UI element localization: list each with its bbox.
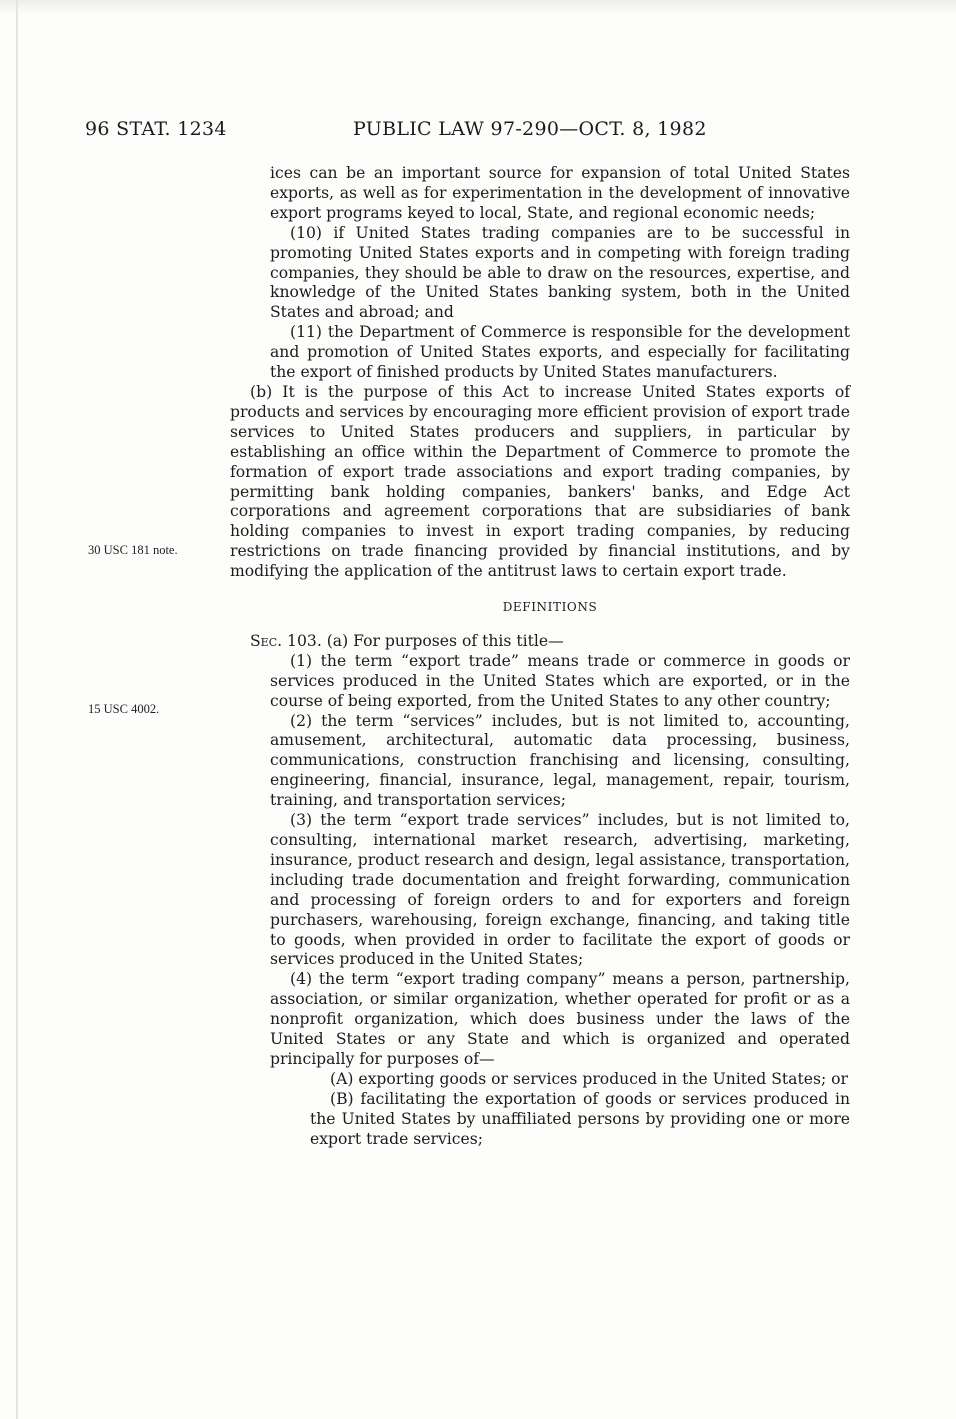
definition-4-a: (A) exporting goods or services produced in the United States; or [330, 1069, 849, 1088]
scan-edge [16, 0, 18, 1419]
margin-citation-15-usc: 15 USC 4002. [88, 702, 160, 716]
statute-page-number: 96 STAT. 1234 [85, 118, 227, 140]
paragraph-continuation: ices can be an important source for expansion of total United States exports, as well as for experimentation in the development of innovative export programs keyed to local, State, and regional economic needs; [270, 164, 850, 222]
section-label: Sec. [250, 631, 283, 650]
scan-shadow [0, 0, 956, 14]
definition-1: (1) the term “export trade” means trade or commerce in goods or services produced in the United States which are exported, or in the course of being exported, from the United States to any other country; [270, 651, 850, 710]
definition-4: (4) the term “export trading company” means a person, partnership, association, or similar organization, whether operated for profit or as a nonprofit organization, which does business under the laws of the United States or any State and which is organized and operated principally for purposes of— [270, 970, 850, 1068]
finding-10: (10) if United States trading companies are to be successful in promoting United States exports and in competing with foreign trading companies, they should be able to draw on the resources, expertise, and knowledge of the United States banking system, both in the United States and abroad; and [270, 223, 850, 322]
purpose-paragraph-b: (b) It is the purpose of this Act to increase United States exports of products and services by encouraging more efficient provision of export trade services to United States producers and suppliers, in particular by establishing an office within the Department of Commerce to promote the formation of export trade associations and export trading companies, by permitting bank holding companies, bankers' banks, and Edge Act corporations and agreement corporations that are subsidiaries of bank holding companies to invest in export trading companies, by reducing restrictions on trade financing provided by financial institutions, and by modifying the application of the antitrust laws to certain export trade. [230, 382, 850, 581]
section-103-text: 103. (a) For purposes of this title— [282, 631, 564, 650]
margin-citation-30-usc: 30 USC 181 note. [88, 543, 178, 557]
page-header [85, 118, 855, 148]
section-heading-definitions: DEFINITIONS [502, 600, 598, 615]
section-103-intro [230, 632, 850, 652]
finding-11: (11) the Department of Commerce is responsible for the development and promotion of United States exports, and especially for facilitating the export of finished products by United States manufacturers. [270, 323, 850, 382]
definition-4-b: (B) facilitating the exportation of goods or services produced in the United States by unaffiliated persons by providing one or more export trade services; [310, 1089, 850, 1148]
public-law-title: PUBLIC LAW 97-290—OCT. 8, 1982 [353, 118, 707, 140]
definition-2: (2) the term “services” includes, but is not limited to, accounting, amusement, architectural, automatic data processing, business, communications, construction franchising and licensing, consulting, engineering, financial, insurance, legal, management, repair, tourism, training, and transportation services; [270, 711, 850, 810]
definition-3: (3) the term “export trade services” includes, but is not limited to, consulting, international market research, advertising, marketing, insurance, product research and design, legal assistance, transportation, including trade documentation and freight forwarding, communication and processing of foreign orders to and for exporters and foreign purchasers, warehousing, foreign exchange, financing, and taking title to goods, when provided in order to facilitate the export of goods or services produced in the United States; [270, 811, 850, 969]
statute-body [230, 164, 850, 1150]
